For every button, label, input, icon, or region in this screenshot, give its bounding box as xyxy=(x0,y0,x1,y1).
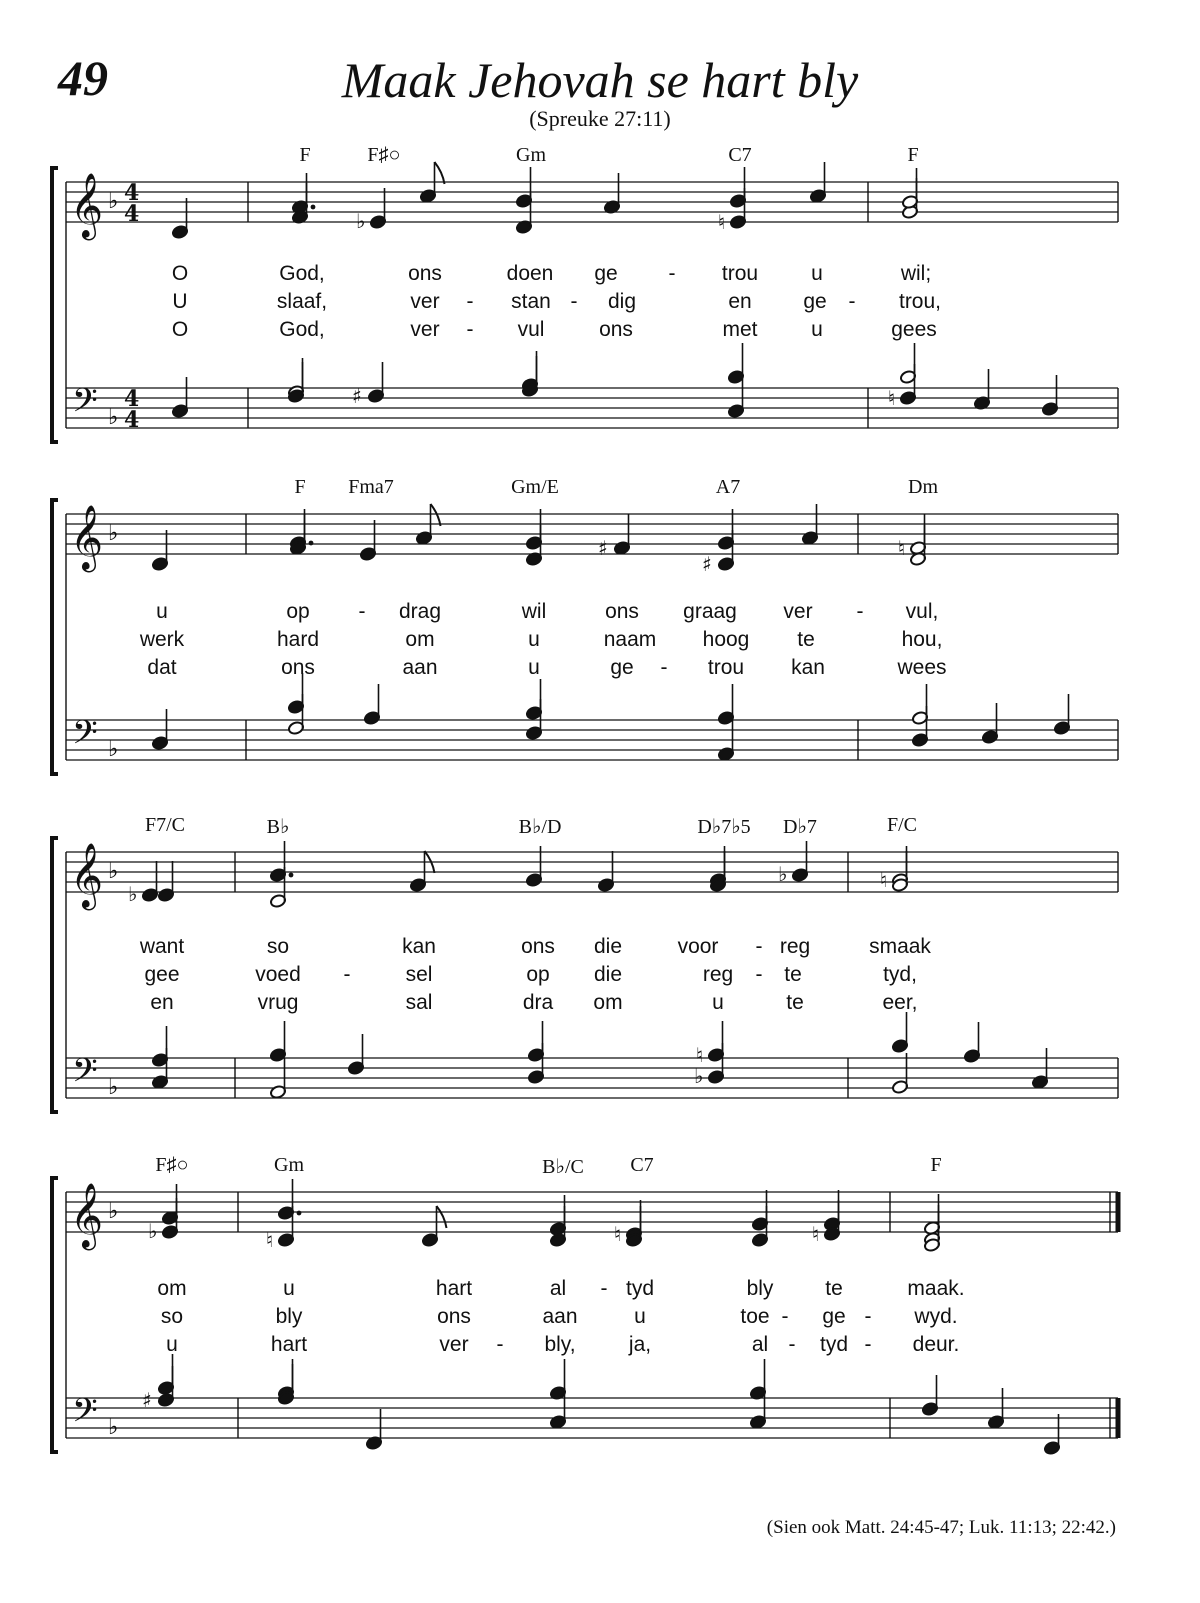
lyric-verse-3-syllable: - xyxy=(788,1333,796,1356)
lyric-verse-1-syllable: u xyxy=(811,262,823,285)
lyric-verse-1-syllable: ons xyxy=(521,935,555,958)
lyric-verse-1-syllable: ge xyxy=(594,262,618,285)
lyric-verse-2-syllable: ver xyxy=(410,290,440,313)
lyric-verse-3-syllable: al xyxy=(751,1333,769,1356)
lyric-verse-2-syllable: bly xyxy=(275,1305,303,1328)
lyric-verse-2-syllable: u xyxy=(634,1305,646,1328)
lyric-verse-1-syllable: want xyxy=(139,935,185,958)
chord-symbol: C7 xyxy=(728,144,752,166)
system-2-treble-sharp: ♯ xyxy=(598,536,608,560)
lyric-verse-3-syllable: - xyxy=(466,318,474,341)
lyric-verse-2-syllable: trou, xyxy=(898,290,942,313)
lyric-verse-1-syllable: - xyxy=(668,262,676,285)
lyric-verse-3-syllable: u xyxy=(528,656,540,679)
system-1-treble-time-top: 4 xyxy=(124,180,140,206)
lyric-verse-2-syllable: ons xyxy=(437,1305,471,1328)
system-4-treble-natural: ♮ xyxy=(812,1222,820,1246)
system-3-bass-key-flat: ♭ xyxy=(108,1075,119,1100)
system-3-treble-flat: ♭ xyxy=(778,862,788,886)
system-4-treble-natural: ♮ xyxy=(614,1222,622,1246)
system-1-treble-natural: ♮ xyxy=(718,210,726,234)
chord-symbol: Fma7 xyxy=(348,476,394,498)
lyric-verse-3-syllable: dra xyxy=(522,991,554,1014)
lyric-verse-2-syllable: hou, xyxy=(901,628,943,651)
system-1-bass-key-flat: ♭ xyxy=(108,405,119,430)
footer-reference-note: (Sien ook Matt. 24:45-47; Luk. 11:13; 22:42.) xyxy=(766,1517,1116,1538)
lyric-verse-2-syllable: toe xyxy=(740,1305,770,1328)
system-1-bass-time-top: 4 xyxy=(124,386,140,412)
lyric-verse-2-syllable: wyd. xyxy=(914,1305,958,1328)
system-3-bass-flat: ♭ xyxy=(694,1064,704,1088)
system-3-bass-natural: ♮ xyxy=(696,1043,704,1067)
lyric-verse-1-syllable: kan xyxy=(402,935,436,958)
lyric-verse-3-syllable: u xyxy=(811,318,823,341)
lyric-verse-2-syllable: naam xyxy=(603,628,657,651)
system-4-bracket xyxy=(52,1178,58,1452)
system-1-bass-natural: ♮ xyxy=(888,386,896,410)
lyric-verse-1-syllable: reg xyxy=(779,935,811,958)
lyric-verse-2-syllable: gee xyxy=(144,963,180,986)
lyric-verse-2-syllable: op xyxy=(526,963,550,986)
lyric-verse-1-syllable: vul, xyxy=(905,600,939,623)
chord-symbol: Gm xyxy=(274,1154,304,1176)
lyric-verse-3-syllable: ons xyxy=(599,318,633,341)
system-2-treble-natural: ♮ xyxy=(898,536,906,560)
chord-symbol: F7/C xyxy=(144,814,186,836)
lyric-verse-2-syllable: aan xyxy=(542,1305,578,1328)
lyric-verse-1-syllable: wil xyxy=(521,600,547,623)
system-2-bracket xyxy=(52,500,58,774)
lyric-verse-2-syllable: u xyxy=(528,628,540,651)
lyric-verse-2-syllable: stan xyxy=(511,290,551,313)
system-1-bass-time-bottom: 4 xyxy=(124,407,140,433)
chord-symbol: F xyxy=(907,144,919,166)
system-1-bracket xyxy=(52,168,58,442)
lyric-verse-3-syllable: - xyxy=(660,656,668,679)
lyric-verse-3-syllable: - xyxy=(496,1333,504,1356)
lyric-verse-2-syllable: U xyxy=(172,290,188,313)
lyric-verse-1-syllable: om xyxy=(157,1277,187,1300)
chord-symbol: B♭ xyxy=(266,816,290,838)
system-3-bass-clef: 𝄢 xyxy=(72,1052,98,1098)
lyric-verse-2-syllable: - xyxy=(755,963,763,986)
chord-symbol: F♯○ xyxy=(155,1154,189,1176)
lyric-verse-3-syllable: kan xyxy=(791,656,825,679)
system-4-treble-flat: ♭ xyxy=(148,1219,158,1243)
chord-symbol: B♭/D xyxy=(518,816,562,838)
lyric-verse-3-syllable: ons xyxy=(281,656,315,679)
system-1-treble-flag xyxy=(435,162,445,184)
system-2-treble-flag xyxy=(431,504,441,526)
lyric-verse-3-syllable: eer, xyxy=(882,991,918,1014)
lyric-verse-1-syllable: - xyxy=(358,600,366,623)
lyric-verse-2-syllable: dig xyxy=(607,290,637,313)
chord-symbol: D♭7 xyxy=(783,816,817,838)
lyric-verse-1-syllable: graag xyxy=(683,600,737,623)
lyric-verse-3-syllable: om xyxy=(593,991,623,1014)
lyric-verse-2-syllable: ge xyxy=(822,1305,846,1328)
lyric-verse-2-syllable: werk xyxy=(139,628,185,651)
system-1-treble-dot xyxy=(311,205,316,210)
lyric-verse-3-syllable: ge xyxy=(610,656,634,679)
song-title: Maak Jehovah se hart bly xyxy=(341,52,859,108)
system-2-bass-clef: 𝄢 xyxy=(72,714,98,760)
system-1-bass-clef: 𝄢 xyxy=(72,382,98,428)
lyric-verse-3-syllable: tyd xyxy=(819,1333,849,1356)
system-4-bass-clef: 𝄢 xyxy=(72,1392,98,1438)
system-4-bass-key-flat: ♭ xyxy=(108,1415,119,1440)
system-1-treble-key-flat: ♭ xyxy=(108,189,119,214)
lyric-verse-1-syllable: ons xyxy=(408,262,442,285)
lyric-verse-1-syllable: te xyxy=(825,1277,843,1300)
system-3-treble-clef: 𝄞 xyxy=(70,843,104,908)
system-4-treble-dot xyxy=(297,1211,302,1216)
chord-symbol: F xyxy=(294,476,306,498)
lyric-verse-3-syllable: God, xyxy=(279,318,325,341)
lyric-verse-3-syllable: ja, xyxy=(628,1333,652,1356)
lyric-verse-3-syllable: gees xyxy=(891,318,937,341)
system-1-treble-clef: 𝄞 xyxy=(70,173,104,238)
lyric-verse-3-syllable: ver xyxy=(439,1333,469,1356)
system-3-treble-flat: ♭ xyxy=(128,882,138,906)
lyric-verse-3-syllable: - xyxy=(864,1333,872,1356)
lyric-verse-1-syllable: hart xyxy=(435,1277,473,1300)
system-3-bracket xyxy=(52,838,58,1112)
lyric-verse-2-syllable: slaaf, xyxy=(276,290,328,313)
system-4-treble-flag xyxy=(437,1206,447,1228)
lyric-verse-1-syllable: - xyxy=(856,600,864,623)
system-1-bass-sharp: ♯ xyxy=(352,384,362,408)
lyric-verse-1-syllable: doen xyxy=(506,262,554,285)
lyric-verse-1-syllable: maak. xyxy=(907,1277,965,1300)
lyric-verse-1-syllable: wil; xyxy=(900,262,932,285)
chord-symbol: Gm/E xyxy=(511,476,559,498)
lyric-verse-3-syllable: ver xyxy=(410,318,440,341)
lyric-verse-3-syllable: vul xyxy=(517,318,545,341)
system-1-treble-flat: ♭ xyxy=(356,209,366,233)
system-3-treble-key-flat: ♭ xyxy=(108,859,119,884)
lyric-verse-1-syllable: - xyxy=(755,935,763,958)
lyric-verse-3-syllable: en xyxy=(150,991,174,1014)
lyric-verse-1-syllable: ons xyxy=(605,600,639,623)
chord-symbol: D♭7♭5 xyxy=(697,816,751,838)
lyric-verse-3-syllable: hart xyxy=(270,1333,308,1356)
chord-symbol: Gm xyxy=(516,144,546,166)
lyric-verse-2-syllable: hard xyxy=(276,628,320,651)
system-4-bass-sharp: ♯ xyxy=(142,1388,152,1412)
lyric-verse-2-syllable: - xyxy=(570,290,578,313)
lyric-verse-1-syllable: u xyxy=(156,600,168,623)
lyric-verse-2-syllable: te xyxy=(797,628,815,651)
system-2-treble-dot xyxy=(309,541,314,546)
lyric-verse-3-syllable: aan xyxy=(402,656,438,679)
lyric-verse-2-syllable: te xyxy=(784,963,802,986)
lyric-verse-2-syllable: om xyxy=(405,628,435,651)
lyric-verse-3-syllable: met xyxy=(722,318,758,341)
lyric-verse-1-syllable: bly xyxy=(746,1277,774,1300)
system-4-treble-natural: ♮ xyxy=(266,1228,274,1252)
system-2-bass-key-flat: ♭ xyxy=(108,737,119,762)
lyric-verse-2-syllable: - xyxy=(864,1305,872,1328)
lyric-verse-3-syllable: sal xyxy=(405,991,433,1014)
lyric-verse-3-syllable: u xyxy=(166,1333,178,1356)
lyric-verse-1-syllable: - xyxy=(600,1277,608,1300)
chord-symbol: F/C xyxy=(886,814,918,836)
lyric-verse-1-syllable: die xyxy=(593,935,623,958)
lyric-verse-1-syllable: voor xyxy=(677,935,719,958)
lyric-verse-1-syllable: op xyxy=(286,600,310,623)
system-1-treble-time-bottom: 4 xyxy=(124,201,140,227)
chord-symbol: A7 xyxy=(715,476,741,498)
lyric-verse-3-syllable: deur. xyxy=(912,1333,960,1356)
lyric-verse-3-syllable: vrug xyxy=(257,991,299,1014)
lyric-verse-3-syllable: bly, xyxy=(544,1333,576,1356)
chord-symbol: F xyxy=(930,1154,942,1176)
lyric-verse-3-syllable: te xyxy=(786,991,804,1014)
system-3-treble-dot xyxy=(289,873,294,878)
lyric-verse-3-syllable: trou xyxy=(707,656,745,679)
lyric-verse-1-syllable: u xyxy=(283,1277,295,1300)
lyric-verse-2-syllable: tyd, xyxy=(883,963,917,986)
lyric-verse-1-syllable: drag xyxy=(398,600,442,623)
lyric-verse-2-syllable: ge xyxy=(803,290,827,313)
lyric-verse-3-syllable: O xyxy=(171,318,189,341)
lyric-verse-2-syllable: hoog xyxy=(702,628,750,651)
system-2-treble-key-flat: ♭ xyxy=(108,521,119,546)
lyric-verse-1-syllable: ver xyxy=(783,600,813,623)
lyric-verse-2-syllable: so xyxy=(160,1305,184,1328)
system-2-treble-clef: 𝄞 xyxy=(70,505,104,570)
lyric-verse-2-syllable: - xyxy=(343,963,351,986)
lyric-verse-2-syllable: - xyxy=(848,290,856,313)
system-4-treble-clef: 𝄞 xyxy=(70,1183,104,1248)
lyric-verse-1-syllable: tyd xyxy=(625,1277,655,1300)
lyric-verse-1-syllable: God, xyxy=(279,262,325,285)
chord-symbol: F♯○ xyxy=(367,144,401,166)
scripture-reference: (Spreuke 27:11) xyxy=(529,106,671,131)
chord-symbol: C7 xyxy=(630,1154,654,1176)
lyric-verse-3-syllable: u xyxy=(712,991,724,1014)
lyric-verse-2-syllable: voed xyxy=(255,963,301,986)
song-number: 49 xyxy=(58,50,108,106)
lyric-verse-2-syllable: sel xyxy=(405,963,433,986)
chord-symbol: Dm xyxy=(908,476,938,498)
lyric-verse-2-syllable: en xyxy=(728,290,752,313)
lyric-verse-2-syllable: die xyxy=(593,963,623,986)
chord-symbol: B♭/C xyxy=(542,1156,584,1178)
system-4-treble-key-flat: ♭ xyxy=(108,1199,119,1224)
lyric-verse-1-syllable: al xyxy=(549,1277,567,1300)
system-2-treble-sharp: ♯ xyxy=(702,552,712,576)
lyric-verse-3-syllable: dat xyxy=(147,656,177,679)
chord-symbol: F xyxy=(299,144,311,166)
system-3-treble-natural: ♮ xyxy=(880,868,888,892)
lyric-verse-1-syllable: so xyxy=(266,935,290,958)
lyric-verse-3-syllable: wees xyxy=(897,656,947,679)
lyric-verse-2-syllable: - xyxy=(781,1305,789,1328)
lyric-verse-1-syllable: smaak xyxy=(869,935,931,958)
lyric-verse-2-syllable: - xyxy=(466,290,474,313)
lyric-verse-2-syllable: reg xyxy=(702,963,734,986)
lyric-verse-1-syllable: trou xyxy=(721,262,759,285)
lyric-verse-1-syllable: O xyxy=(171,262,189,285)
